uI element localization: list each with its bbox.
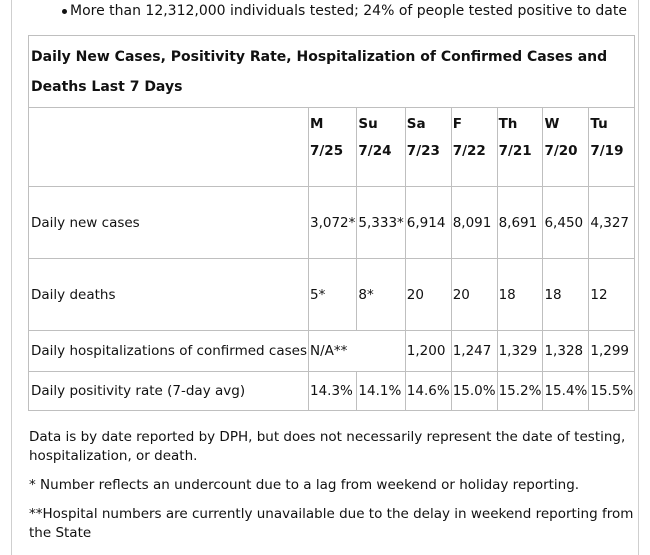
table-cell-merged: N/A** (308, 331, 405, 372)
row-label: Daily deaths (29, 259, 309, 331)
table-cell: 18 (543, 259, 589, 331)
bullet-dot (62, 9, 67, 14)
col-header-1 (357, 108, 405, 187)
note-data-source: Data is by date reported by DPH, but does not necessarily represent the date of testing, hospitalization, or death. (29, 429, 626, 464)
footnotes (29, 428, 634, 553)
row-label: Daily new cases (29, 187, 309, 259)
col-day: W (544, 116, 560, 132)
col-date: 7/22 (452, 143, 486, 159)
table-row (29, 331, 635, 372)
col-day: Sa (406, 116, 426, 132)
note-undercount: * Number reflects an undercount due to a lag from weekend or holiday reporting. (29, 477, 580, 493)
tested-bullet (70, 2, 627, 20)
table-row (29, 187, 635, 259)
table-cell: 20 (451, 259, 497, 331)
table-cell: 4,327 (589, 187, 635, 259)
table-cell: 15.0% (451, 372, 497, 411)
col-day: Su (358, 116, 378, 132)
table-cell: 12 (589, 259, 635, 331)
tested-bullet-text: More than 12,312,000 individuals tested; 24% of people tested positive to date (70, 3, 627, 19)
table-cell: 14.3% (308, 372, 356, 411)
table-cell: 1,329 (497, 331, 543, 372)
col-day: F (452, 116, 462, 132)
table-cell: 1,247 (451, 331, 497, 372)
col-header-5 (543, 108, 589, 187)
table-cell: 15.5% (589, 372, 635, 411)
table-row (29, 259, 635, 331)
table-cell: 8,091 (451, 187, 497, 259)
cases-table (28, 35, 635, 411)
col-date: 7/19 (590, 143, 624, 159)
row-label: Daily positivity rate (7-day avg) (29, 372, 309, 411)
table-cell: 15.2% (497, 372, 543, 411)
table-cell: 1,200 (405, 331, 451, 372)
col-date: 7/21 (498, 143, 532, 159)
col-header-0 (308, 108, 356, 187)
table-cell: 8* (357, 259, 405, 331)
col-header-6 (589, 108, 635, 187)
col-date: 7/23 (406, 143, 440, 159)
table-cell: 6,914 (405, 187, 451, 259)
col-header-4 (497, 108, 543, 187)
table-cell: 15.4% (543, 372, 589, 411)
col-date: 7/20 (544, 143, 578, 159)
col-day: Th (498, 116, 518, 132)
table-cell: 8,691 (497, 187, 543, 259)
col-day: M (309, 116, 324, 132)
note-hospital: **Hospital numbers are currently unavailable due to the delay in weekend reporting from the State (29, 506, 634, 541)
table-title-text: Daily New Cases, Positivity Rate, Hospitalization of Confirmed Cases and Deaths Last 7 Days (31, 48, 608, 95)
table-cell: 3,072* (308, 187, 356, 259)
table-cell: 5* (308, 259, 356, 331)
table-cell: 20 (405, 259, 451, 331)
header-blank-cell (29, 108, 309, 187)
table-cell: 1,328 (543, 331, 589, 372)
col-date: 7/24 (358, 143, 392, 159)
table-row (29, 372, 635, 411)
table-cell: 6,450 (543, 187, 589, 259)
table-title (29, 36, 635, 108)
col-header-2 (405, 108, 451, 187)
table-cell: 5,333* (357, 187, 405, 259)
col-day: Tu (590, 116, 608, 132)
table-cell: 1,299 (589, 331, 635, 372)
table-cell: 14.1% (357, 372, 405, 411)
col-date: 7/25 (309, 143, 344, 159)
col-header-3 (451, 108, 497, 187)
table-cell: 18 (497, 259, 543, 331)
row-label: Daily hospitalizations of confirmed cases (29, 331, 309, 372)
table-cell: 14.6% (405, 372, 451, 411)
